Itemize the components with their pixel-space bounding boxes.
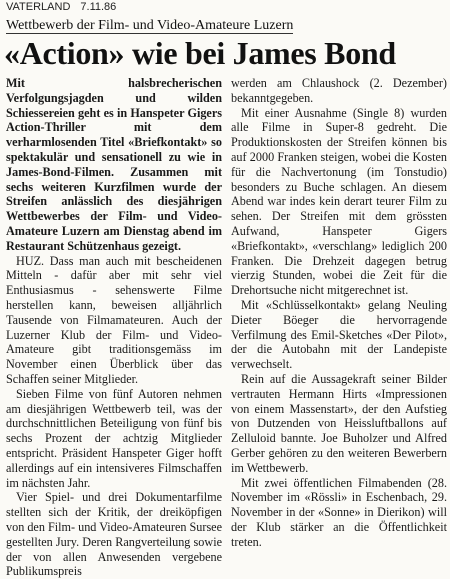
body-paragraph: Mit zwei öffentlichen Filmabenden (28. November im «Rössli» in Eschenbach, 29. November in der «Sonne» in Dierikon) will der Klub stärker an die Öffentlichkeit treten. bbox=[231, 475, 447, 549]
body-paragraph: Mit einer Ausnahme (Single 8) wurden alle Filme in Super-8 gedreht. Die Produktionskosten der Streifen können bis auf 2000 Franken steigen, wobei die Kosten für die Nachvertonung (im Tonstudio) besonders zu Buche schlagen. An diesem Abend war indes kein derart teurer Film zu sehen. Der Streifen mit dem grössten Aufwand, Hanspeter Gigers «Briefkontakt», «verschlang» lediglich 200 Franken. Die Drehzeit dagegen betrug vierzig Stunden, wobei die Zeit für die Drehortsuche nicht mitgerechnet ist. bbox=[231, 105, 447, 298]
article-column-2 bbox=[231, 76, 447, 549]
body-paragraph: HUZ. Dass man auch mit bescheidenen Mitteln - dafür aber mit sehr viel Enthusiasmus - sehenswerte Filme herstellen kann, beweisen alljährlich Tausende von Filmamateuren. Auch der Luzerner Klub der Film- und Video-Amateure gibt traditionsgemäss im November einen Überblick über das Schaffen seiner Mitglieder. bbox=[6, 253, 222, 386]
kicker-line bbox=[6, 18, 446, 34]
kicker-text: Wettbewerb der Film- und Video-Amateure Luzern bbox=[6, 18, 294, 33]
article-column-1 bbox=[6, 76, 223, 579]
body-paragraph: Sieben Filme von fünf Autoren nehmen am diesjährigen Wettbewerb teil, was der durchschnittlichen Beteiligung von fünf bis sechs Prozent der achtzig Mitglieder entspricht. Präsident Hanspeter Giger hofft allerdings auf ein intensiveres Filmschaffen im nächsten Jahr. bbox=[6, 386, 222, 490]
body-paragraph: Vier Spiel- und drei Dokumentarfilme stellten sich der Kritik, der dreiköpfigen von den Film- und Video-Amateuren Sursee gestellten Jury. Deren Rangverteilung sowie der von allen Anwesenden vergebene Publikumspreis bbox=[6, 490, 223, 579]
page-header bbox=[6, 0, 446, 14]
headline: «Action» wie bei James Bond bbox=[4, 35, 396, 71]
publication-date: 7.11.86 bbox=[80, 1, 117, 13]
lead-paragraph: Mit halsbrecherischen Verfolgungsjagden und wilden Schiessereien geht es in Hanspeter Gigers Action-Thriller mit dem verharmlosenden Titel «Briefkontakt» so spektakulär und sensationell zu wie in James-Bond-Filmen. Zusammen mit sechs weiteren Kurzfilmen wurde der Streifen anlässlich des diesjährigen Wettbewerbes der Film- und Video-Amateure Luzern am Dienstag abend im Restaurant Schützenhaus gezeigt. bbox=[6, 76, 222, 253]
body-paragraph: Mit «Schlüsselkontakt» gelang Neuling Dieter Böeger die hervorragende Verfilmung des Emil-Sketches «Der Pilot», der die Autobahn mit der Landepiste verwechselt. bbox=[231, 297, 447, 372]
section-name: VATERLAND bbox=[6, 1, 71, 13]
body-paragraph: Rein auf die Aussagekraft seiner Bilder vertrauten Hermann Hirts «Impressionen von einem Massenstart», der den Aufstieg von Dutzenden von Heissluftballons auf Zelluloid bannte. Joe Buholzer und Alfred Gerber gehören zu den weiteren Bewerbern im Wettbewerb. bbox=[231, 371, 447, 475]
body-paragraph-continuation: werden am Chlaushock (2. Dezember) bekanntgegeben. bbox=[231, 76, 447, 105]
